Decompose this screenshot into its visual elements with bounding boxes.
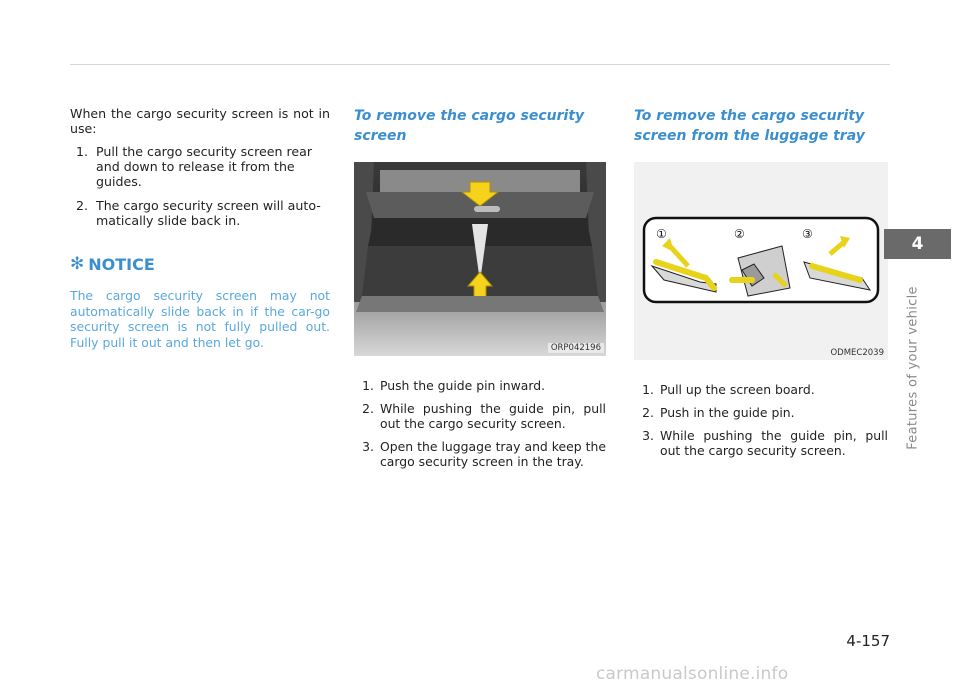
column-2 — [354, 106, 606, 469]
step-marker-2: ② — [734, 227, 745, 241]
figure-code: ODMEC2039 — [830, 348, 884, 358]
list-item: 1. Pull up the screen board. — [642, 382, 815, 397]
luggage-tray-illustration — [634, 162, 888, 360]
step-marker-3: ③ — [802, 227, 813, 241]
watermark-text: carmanualsonline.info — [596, 664, 789, 684]
step-marker-1: ① — [656, 227, 667, 241]
section-heading-remove-from-tray: To remove the cargo security screen from the luggage tray — [634, 108, 865, 144]
column-3 — [634, 106, 888, 458]
figure-code: ORP042196 — [548, 343, 604, 353]
notice-heading — [70, 254, 330, 274]
chapter-tab: 4 — [884, 229, 951, 259]
notice-title: NOTICE — [88, 254, 155, 274]
list-item: 3. While pushing the guide pin, pull out the cargo security screen. — [642, 428, 888, 458]
list-item: 1. Push the guide pin inward. — [362, 378, 546, 393]
column-1 — [70, 106, 330, 350]
list-item: 2. While pushing the guide pin, pull out the cargo security screen. — [362, 401, 606, 431]
list-item: 3. Open the luggage tray and keep the cargo security screen in the tray. — [362, 439, 606, 469]
page-number: 4-157 — [846, 632, 890, 650]
chapter-title-vertical: Features of your vehicle — [905, 286, 921, 450]
section-heading-remove-screen: To remove the cargo security screen — [354, 108, 585, 144]
release-steps-list — [70, 144, 330, 228]
remove-from-tray-steps-list — [634, 382, 888, 466]
cargo-area-photo — [354, 162, 606, 356]
list-item: 2. Push in the guide pin. — [642, 405, 795, 420]
remove-screen-steps-list — [354, 378, 606, 477]
list-item: 2. The cargo security screen will auto-matically slide back in. — [75, 198, 321, 228]
top-divider — [70, 64, 890, 65]
intro-text: When the cargo security screen is not in use: — [70, 106, 330, 136]
notice-body: The cargo security screen may not automatically slide back in if the car-go security screen is not fully pulled out. Fully pull it out and then let go. — [70, 288, 330, 350]
list-item: 1. Pull the cargo security screen rear and down to release it from the guides. — [75, 144, 313, 189]
cargo-area-illustration — [354, 162, 606, 356]
asterisk-icon: ✻ — [70, 254, 85, 274]
luggage-tray-diagram — [634, 162, 888, 360]
